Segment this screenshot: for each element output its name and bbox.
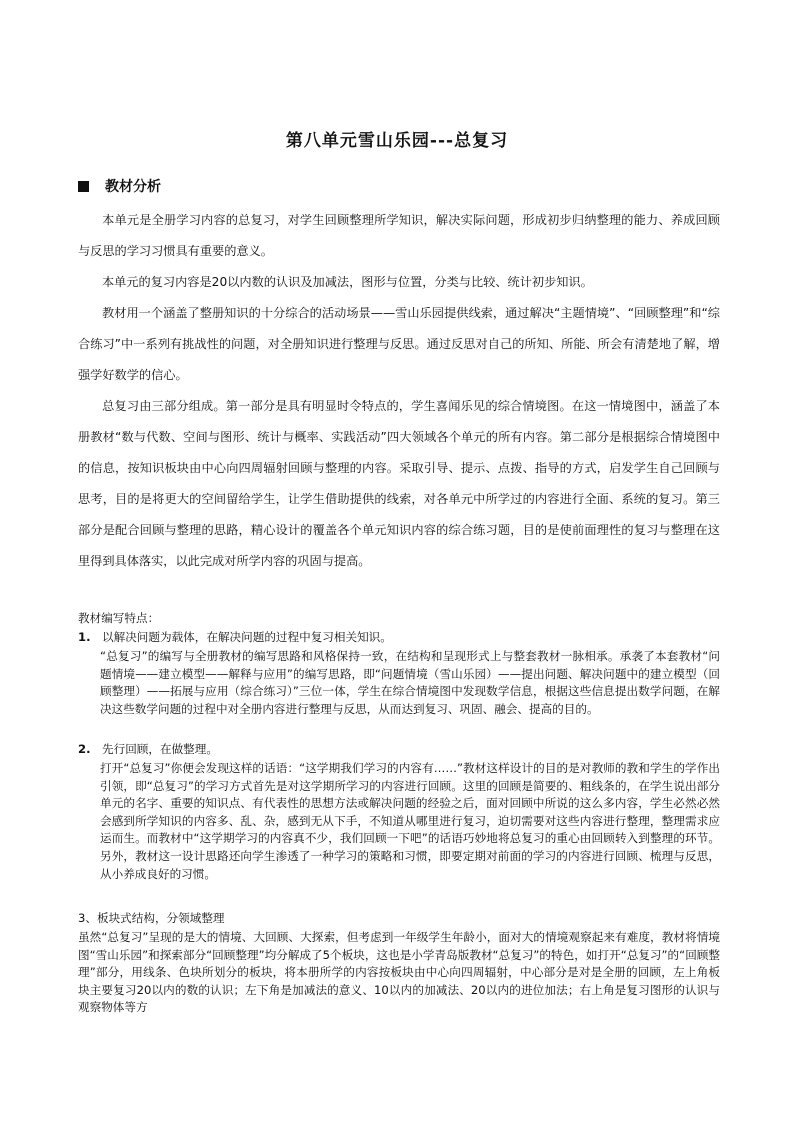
list-item-3-title: 3、板块式结构，分领域整理 [78,911,225,925]
features-label: 教材编写特点： [78,611,160,625]
list-item-2-number: 2. [78,742,91,756]
paragraph-1: 本单元是全册学习内容的总复习，对学生回顾整理所学知识，解决实际问题，形成初步归纳整理的能力、养成回顾与反思的学习习惯具有重要的意义。 [78,213,720,258]
list-item-1-number: 1. [78,630,91,644]
list-item-3-body: 虽然“总复习”呈现的是大的情境、大回顾、大探索，但考虑到一年级学生年龄小，面对大的情境观察起来有难度，教材将情境图“雪山乐园”和探索部分“回顾整理”均分解成了5个板块，这也是小学青岛版教材“总复习”的特色，如打开“总复习”的“回顾整理”部分，用线条、色块所划分的板块，将本册所学的内容按板块由中心向四周辐射，中心部分是对是全册的回顾，左上角板块主要复习20以内的数的认识；左下角是加减法的意义、10以内的加减法、20以内的进位加法；右上角是复习图形的认识与观察物体等方 [78,930,720,1015]
paragraph-4: 总复习由三部分组成。第一部分是具有明显时令特点的，学生喜闻乐见的综合情境图。在这一情境图中，涵盖了本册教材“数与代数、空间与图形、统计与概率、实践活动”四大领域各个单元的所有内容。第二部分是根据综合情境图中的信息，按知识板块由中心向四周辐射回顾与整理的内容。采取引导、提示、点拨、指导的方式，启发学生自己回顾与思考，目的是将更大的空间留给学生，让学生借助提供的线索，对各单元中所学过的内容进行全面、系统的复习。第三部分是配合回顾与整理的思路，精心设计的覆盖各个单元知识内容的综合练习题，目的是使前面理性的复习与整理在这里得到具体落实，以此完成对所学内容的巩固与提高。 [78,399,720,568]
section-heading [78,176,161,196]
square-bullet-icon [78,181,89,192]
list-item-2-body: 打开“总复习”你便会发现这样的话语：“这学期我们学习的内容有……”教材这样设计的目的是对教师的教和学生的学作出引领，即“总复习”的学习方式首先是对这学期所学习的内容进行回顾。这里的回顾是简要的、粗线条的，在学生说出部分单元的名字、重要的知识点、有代表性的思想方法或解决问题的经验之后，面对回顾中所说的这么多内容，学生必然必然会感到所学知识的内容多、乱、杂，感到无从下手，不知道从哪里进行复习，迫切需要对这些内容进行整理，整理需求应运而生。而教材中“这学期学习的内容真不少，我们回顾一下吧”的话语巧妙地将总复习的重心由回顾转入到整理的环节。另外，教材这一设计思路还向学生渗透了一种学习的策略和习惯，即要定期对前面的学习的内容进行回顾、梳理与反思，从小养成良好的习惯。 [100,761,720,881]
page-title: 第八单元雪山乐园---总复习 [285,131,509,151]
paragraph-2: 本单元的复习内容是20以内数的认识及加减法，图形与位置，分类与比较、统计初步知识。 [102,275,593,289]
list-item-1-body: “总复习”的编写与全册教材的编写思路和风格保持一致，在结构和呈现形式上与整套教材一脉相承。承袭了本套教材“问题情境——建立模型——解释与应用”的编写思路，即“问题情境（雪山乐园）——提出问题、解决问题中的建立模型（回顾整理）——拓展与应用（综合练习）”三位一体，学生在综合情境图中发现数学信息，根据这些信息提出数学问题，在解决这些数学问题的过程中对全册内容进行整理与反思，从而达到复习、巩固、融会、提高的目的。 [100,649,720,716]
paragraph-3: 教材用一个涵盖了整册知识的十分综合的活动场景——雪山乐园提供线索，通过解决“主题情境”、“回顾整理”和“综合练习”中一系列有挑战性的问题，对全册知识进行整理与反思。通过反思对自己的所知、所能、所会有清楚地了解，增强学好数学的信心。 [78,306,720,382]
section-heading-text: 教材分析 [105,179,161,195]
list-item-2-title: 先行回顾，在做整理。 [102,742,218,756]
list-item-1-title: 以解决问题为载体，在解决问题的过程中复习相关知识。 [102,630,392,644]
